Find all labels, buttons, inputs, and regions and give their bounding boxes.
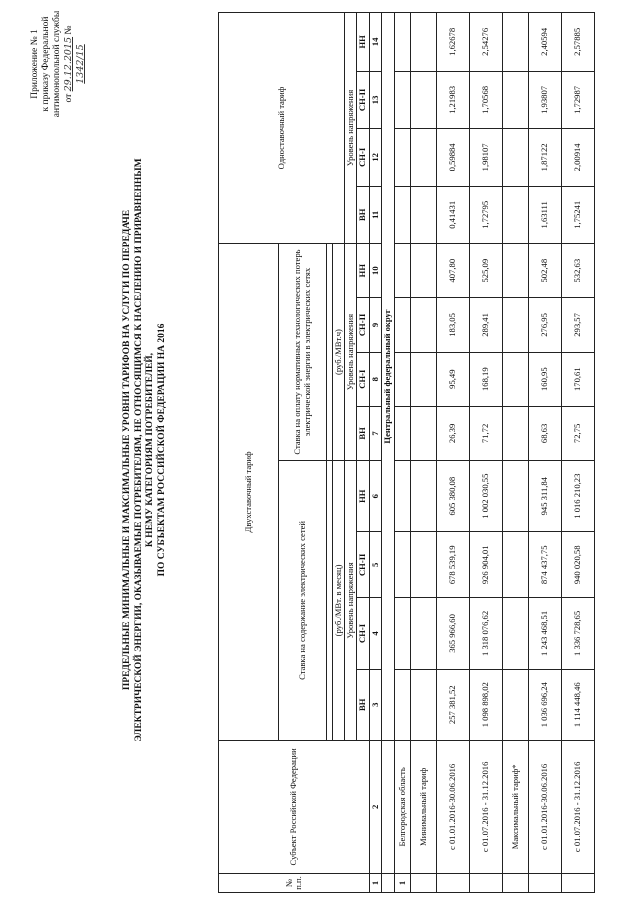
value-cell: 2,00914 bbox=[562, 129, 595, 186]
empty-cell bbox=[503, 598, 529, 669]
col-number: 11 bbox=[370, 186, 382, 243]
value-cell: 1,62678 bbox=[437, 13, 470, 72]
unit-losses: (руб./МВт.ч) bbox=[333, 244, 345, 461]
empty-cell bbox=[395, 406, 411, 460]
value-cell: 1 002 030,55 bbox=[470, 461, 503, 532]
empty-cell bbox=[411, 129, 437, 186]
empty-cell bbox=[395, 461, 411, 532]
value-cell: 0,41431 bbox=[437, 186, 470, 243]
empty-cell bbox=[411, 71, 437, 128]
value-cell: 1 016 210,23 bbox=[562, 461, 595, 532]
region-row bbox=[395, 13, 411, 893]
empty-cell bbox=[503, 71, 529, 128]
value-cell: 95,49 bbox=[437, 352, 470, 406]
value-cell: 68,63 bbox=[529, 406, 562, 460]
section-federal-district: Центральный федеральный округ bbox=[382, 13, 395, 741]
value-cell: 168,19 bbox=[470, 352, 503, 406]
title-line-4: ПО СУБЪЕКТАМ РОССИЙСКОЙ ФЕДЕРАЦИИ НА 2016 bbox=[156, 323, 167, 577]
value-cell: 1 336 728,65 bbox=[562, 598, 595, 669]
empty-cell bbox=[411, 873, 437, 892]
value-cell: 605 380,08 bbox=[437, 461, 470, 532]
voltage-level-maintenance: Уровень напряжения bbox=[345, 461, 357, 741]
empty-cell bbox=[503, 244, 529, 298]
empty-cell bbox=[395, 186, 411, 243]
empty-cell bbox=[503, 406, 529, 460]
level-nn: НН bbox=[357, 244, 370, 298]
empty-cell bbox=[395, 129, 411, 186]
header-losses: Ставка на оплату нормативных технологических потерь электрической энергии в электрических сетях bbox=[279, 244, 327, 461]
tariff-table bbox=[218, 12, 595, 893]
level-vn: ВН bbox=[357, 186, 370, 243]
level-sn1: СН-I bbox=[357, 129, 370, 186]
appendix-line-2: к приказу Федеральной bbox=[41, 16, 51, 112]
value-cell: 532,63 bbox=[562, 244, 595, 298]
value-cell: 183,05 bbox=[437, 298, 470, 352]
max-tariff-label-row bbox=[503, 13, 529, 893]
col-number: 3 bbox=[370, 669, 382, 740]
min-tariff-label: Минимальный тариф bbox=[411, 740, 437, 873]
region-name: Белгородская область bbox=[395, 740, 411, 873]
voltage-level-losses: Уровень напряжения bbox=[345, 244, 357, 461]
col-number: 8 bbox=[370, 352, 382, 406]
empty-cell bbox=[503, 13, 529, 72]
empty-cell bbox=[503, 352, 529, 406]
appendix-date-line bbox=[63, 8, 87, 120]
period-cell: с 01.01.2016-30.06.2016 bbox=[437, 740, 470, 873]
empty-cell bbox=[562, 873, 595, 892]
appendix-block bbox=[30, 8, 87, 120]
col-number: 12 bbox=[370, 129, 382, 186]
empty-cell bbox=[503, 129, 529, 186]
value-cell: 1 098 898,02 bbox=[470, 669, 503, 740]
empty-cell bbox=[503, 461, 529, 532]
col-number: 5 bbox=[370, 532, 382, 598]
level-sn1: СН-I bbox=[357, 598, 370, 669]
value-cell: 1,63111 bbox=[529, 186, 562, 243]
voltage-level-one-part: Уровень напряжения bbox=[345, 13, 357, 244]
min-tariff-label-row bbox=[411, 13, 437, 893]
value-cell: 1,75241 bbox=[562, 186, 595, 243]
value-cell: 170,61 bbox=[562, 352, 595, 406]
value-cell: 365 966,60 bbox=[437, 598, 470, 669]
value-cell: 1 318 076,62 bbox=[470, 598, 503, 669]
header-num: № п.п. bbox=[219, 873, 370, 892]
value-cell: 1,93807 bbox=[529, 71, 562, 128]
empty-cell bbox=[395, 669, 411, 740]
appendix-line-1: Приложение № 1 bbox=[30, 29, 40, 99]
level-sn2: СН-II bbox=[357, 532, 370, 598]
header-maintenance: Ставка на содержание электрических сетей bbox=[279, 461, 327, 741]
value-cell: 678 539,19 bbox=[437, 532, 470, 598]
value-cell: 289,41 bbox=[470, 298, 503, 352]
empty-cell bbox=[437, 873, 470, 892]
number-prefix: № bbox=[64, 25, 74, 35]
value-cell: 1,72795 bbox=[470, 186, 503, 243]
max-tariff-label: Максимальный тариф* bbox=[503, 740, 529, 873]
table-row bbox=[470, 13, 503, 893]
level-vn: ВН bbox=[357, 406, 370, 460]
header-one-part: Одноставочный тариф bbox=[219, 13, 345, 244]
region-index: 1 bbox=[395, 873, 411, 892]
value-cell: 926 904,01 bbox=[470, 532, 503, 598]
header-subject: Субъект Российской Федерации bbox=[219, 740, 370, 873]
title-line-3: К НЕМУ КАТЕГОРИЯМ ПОТРЕБИТЕЛЕЙ, bbox=[145, 352, 155, 548]
table-row bbox=[437, 13, 470, 893]
value-cell: 71,72 bbox=[470, 406, 503, 460]
header-row-1 bbox=[219, 13, 279, 893]
value-cell: 1,21983 bbox=[437, 71, 470, 128]
value-cell: 2,40594 bbox=[529, 13, 562, 72]
value-cell: 293,57 bbox=[562, 298, 595, 352]
empty-cell bbox=[395, 13, 411, 72]
empty-cell bbox=[395, 598, 411, 669]
col-number: 4 bbox=[370, 598, 382, 669]
empty-cell bbox=[411, 298, 437, 352]
col-number: 9 bbox=[370, 298, 382, 352]
empty-cell bbox=[411, 598, 437, 669]
handwritten-number: 1342/15 bbox=[75, 44, 86, 84]
empty-cell bbox=[395, 71, 411, 128]
empty-cell bbox=[411, 532, 437, 598]
level-sn1: СН-I bbox=[357, 352, 370, 406]
empty-cell bbox=[470, 873, 503, 892]
section-blank-num bbox=[382, 873, 395, 892]
period-cell: с 01.07.2016 - 31.12.2016 bbox=[562, 740, 595, 873]
value-cell: 1,87122 bbox=[529, 129, 562, 186]
empty-cell bbox=[411, 352, 437, 406]
table-row bbox=[562, 13, 595, 893]
col-number: 10 bbox=[370, 244, 382, 298]
appendix-line-3: антимонопольной службы bbox=[52, 10, 62, 118]
value-cell: 2,54276 bbox=[470, 13, 503, 72]
header-two-part: Двухставочный тариф bbox=[219, 244, 279, 741]
value-cell: 0,59884 bbox=[437, 129, 470, 186]
unit-maintenance: (руб./МВт. в месяц) bbox=[333, 461, 345, 741]
value-cell: 257 381,52 bbox=[437, 669, 470, 740]
period-cell: с 01.07.2016 - 31.12.2016 bbox=[470, 740, 503, 873]
document-title bbox=[122, 105, 168, 795]
empty-cell bbox=[411, 186, 437, 243]
empty-cell bbox=[395, 532, 411, 598]
date-prefix: от bbox=[64, 93, 74, 103]
empty-cell bbox=[395, 298, 411, 352]
section-blank-subject bbox=[382, 740, 395, 873]
value-cell: 407,80 bbox=[437, 244, 470, 298]
level-sn2: СН-II bbox=[357, 71, 370, 128]
value-cell: 1,70568 bbox=[470, 71, 503, 128]
value-cell: 502,48 bbox=[529, 244, 562, 298]
col-number: 7 bbox=[370, 406, 382, 460]
value-cell: 72,75 bbox=[562, 406, 595, 460]
level-nn: НН bbox=[357, 13, 370, 72]
level-sn2: СН-II bbox=[357, 298, 370, 352]
value-cell: 874 437,75 bbox=[529, 532, 562, 598]
value-cell: 945 311,84 bbox=[529, 461, 562, 532]
value-cell: 1 036 696,24 bbox=[529, 669, 562, 740]
empty-cell bbox=[503, 669, 529, 740]
level-nn: НН bbox=[357, 461, 370, 532]
empty-cell bbox=[503, 298, 529, 352]
value-cell: 525,09 bbox=[470, 244, 503, 298]
col-number: 2 bbox=[370, 740, 382, 873]
empty-cell bbox=[395, 244, 411, 298]
value-cell: 1,72987 bbox=[562, 71, 595, 128]
empty-cell bbox=[395, 352, 411, 406]
handwritten-date: 29.12.2015 bbox=[63, 36, 74, 92]
title-line-1: ПРЕДЕЛЬНЫЕ МИНИМАЛЬНЫЕ И МАКСИМАЛЬНЫЕ УРОВНИ ТАРИФОВ НА УСЛУГИ ПО ПЕРЕДАЧЕ bbox=[122, 209, 132, 691]
value-cell: 276,95 bbox=[529, 298, 562, 352]
empty-cell bbox=[503, 873, 529, 892]
value-cell: 1,98107 bbox=[470, 129, 503, 186]
value-cell: 2,57885 bbox=[562, 13, 595, 72]
value-cell: 1 114 448,46 bbox=[562, 669, 595, 740]
col-number: 1 bbox=[370, 873, 382, 892]
empty-cell bbox=[503, 532, 529, 598]
empty-cell bbox=[529, 873, 562, 892]
empty-cell bbox=[411, 461, 437, 532]
empty-cell bbox=[411, 406, 437, 460]
col-number: 14 bbox=[370, 13, 382, 72]
empty-cell bbox=[411, 13, 437, 72]
section-row bbox=[382, 13, 395, 893]
col-number: 6 bbox=[370, 461, 382, 532]
period-cell: с 01.01.2016-30.06.2016 bbox=[529, 740, 562, 873]
value-cell: 160,95 bbox=[529, 352, 562, 406]
empty-cell bbox=[411, 669, 437, 740]
value-cell: 1 243 468,51 bbox=[529, 598, 562, 669]
col-number: 13 bbox=[370, 71, 382, 128]
title-line-2: ЭЛЕКТРИЧЕСКОЙ ЭНЕРГИИ, ОКАЗЫВАЕМЫЕ ПОТРЕБИТЕЛЯМ, НЕ ОТНОСЯЩИМСЯ К НАСЕЛЕНИЮ И ПРИРАВНЕННЫМ bbox=[133, 158, 144, 742]
value-cell: 940 020,58 bbox=[562, 532, 595, 598]
column-number-row bbox=[370, 13, 382, 893]
value-cell: 26,39 bbox=[437, 406, 470, 460]
empty-cell bbox=[411, 244, 437, 298]
table-row bbox=[529, 13, 562, 893]
level-vn: ВН bbox=[357, 669, 370, 740]
empty-cell bbox=[503, 186, 529, 243]
